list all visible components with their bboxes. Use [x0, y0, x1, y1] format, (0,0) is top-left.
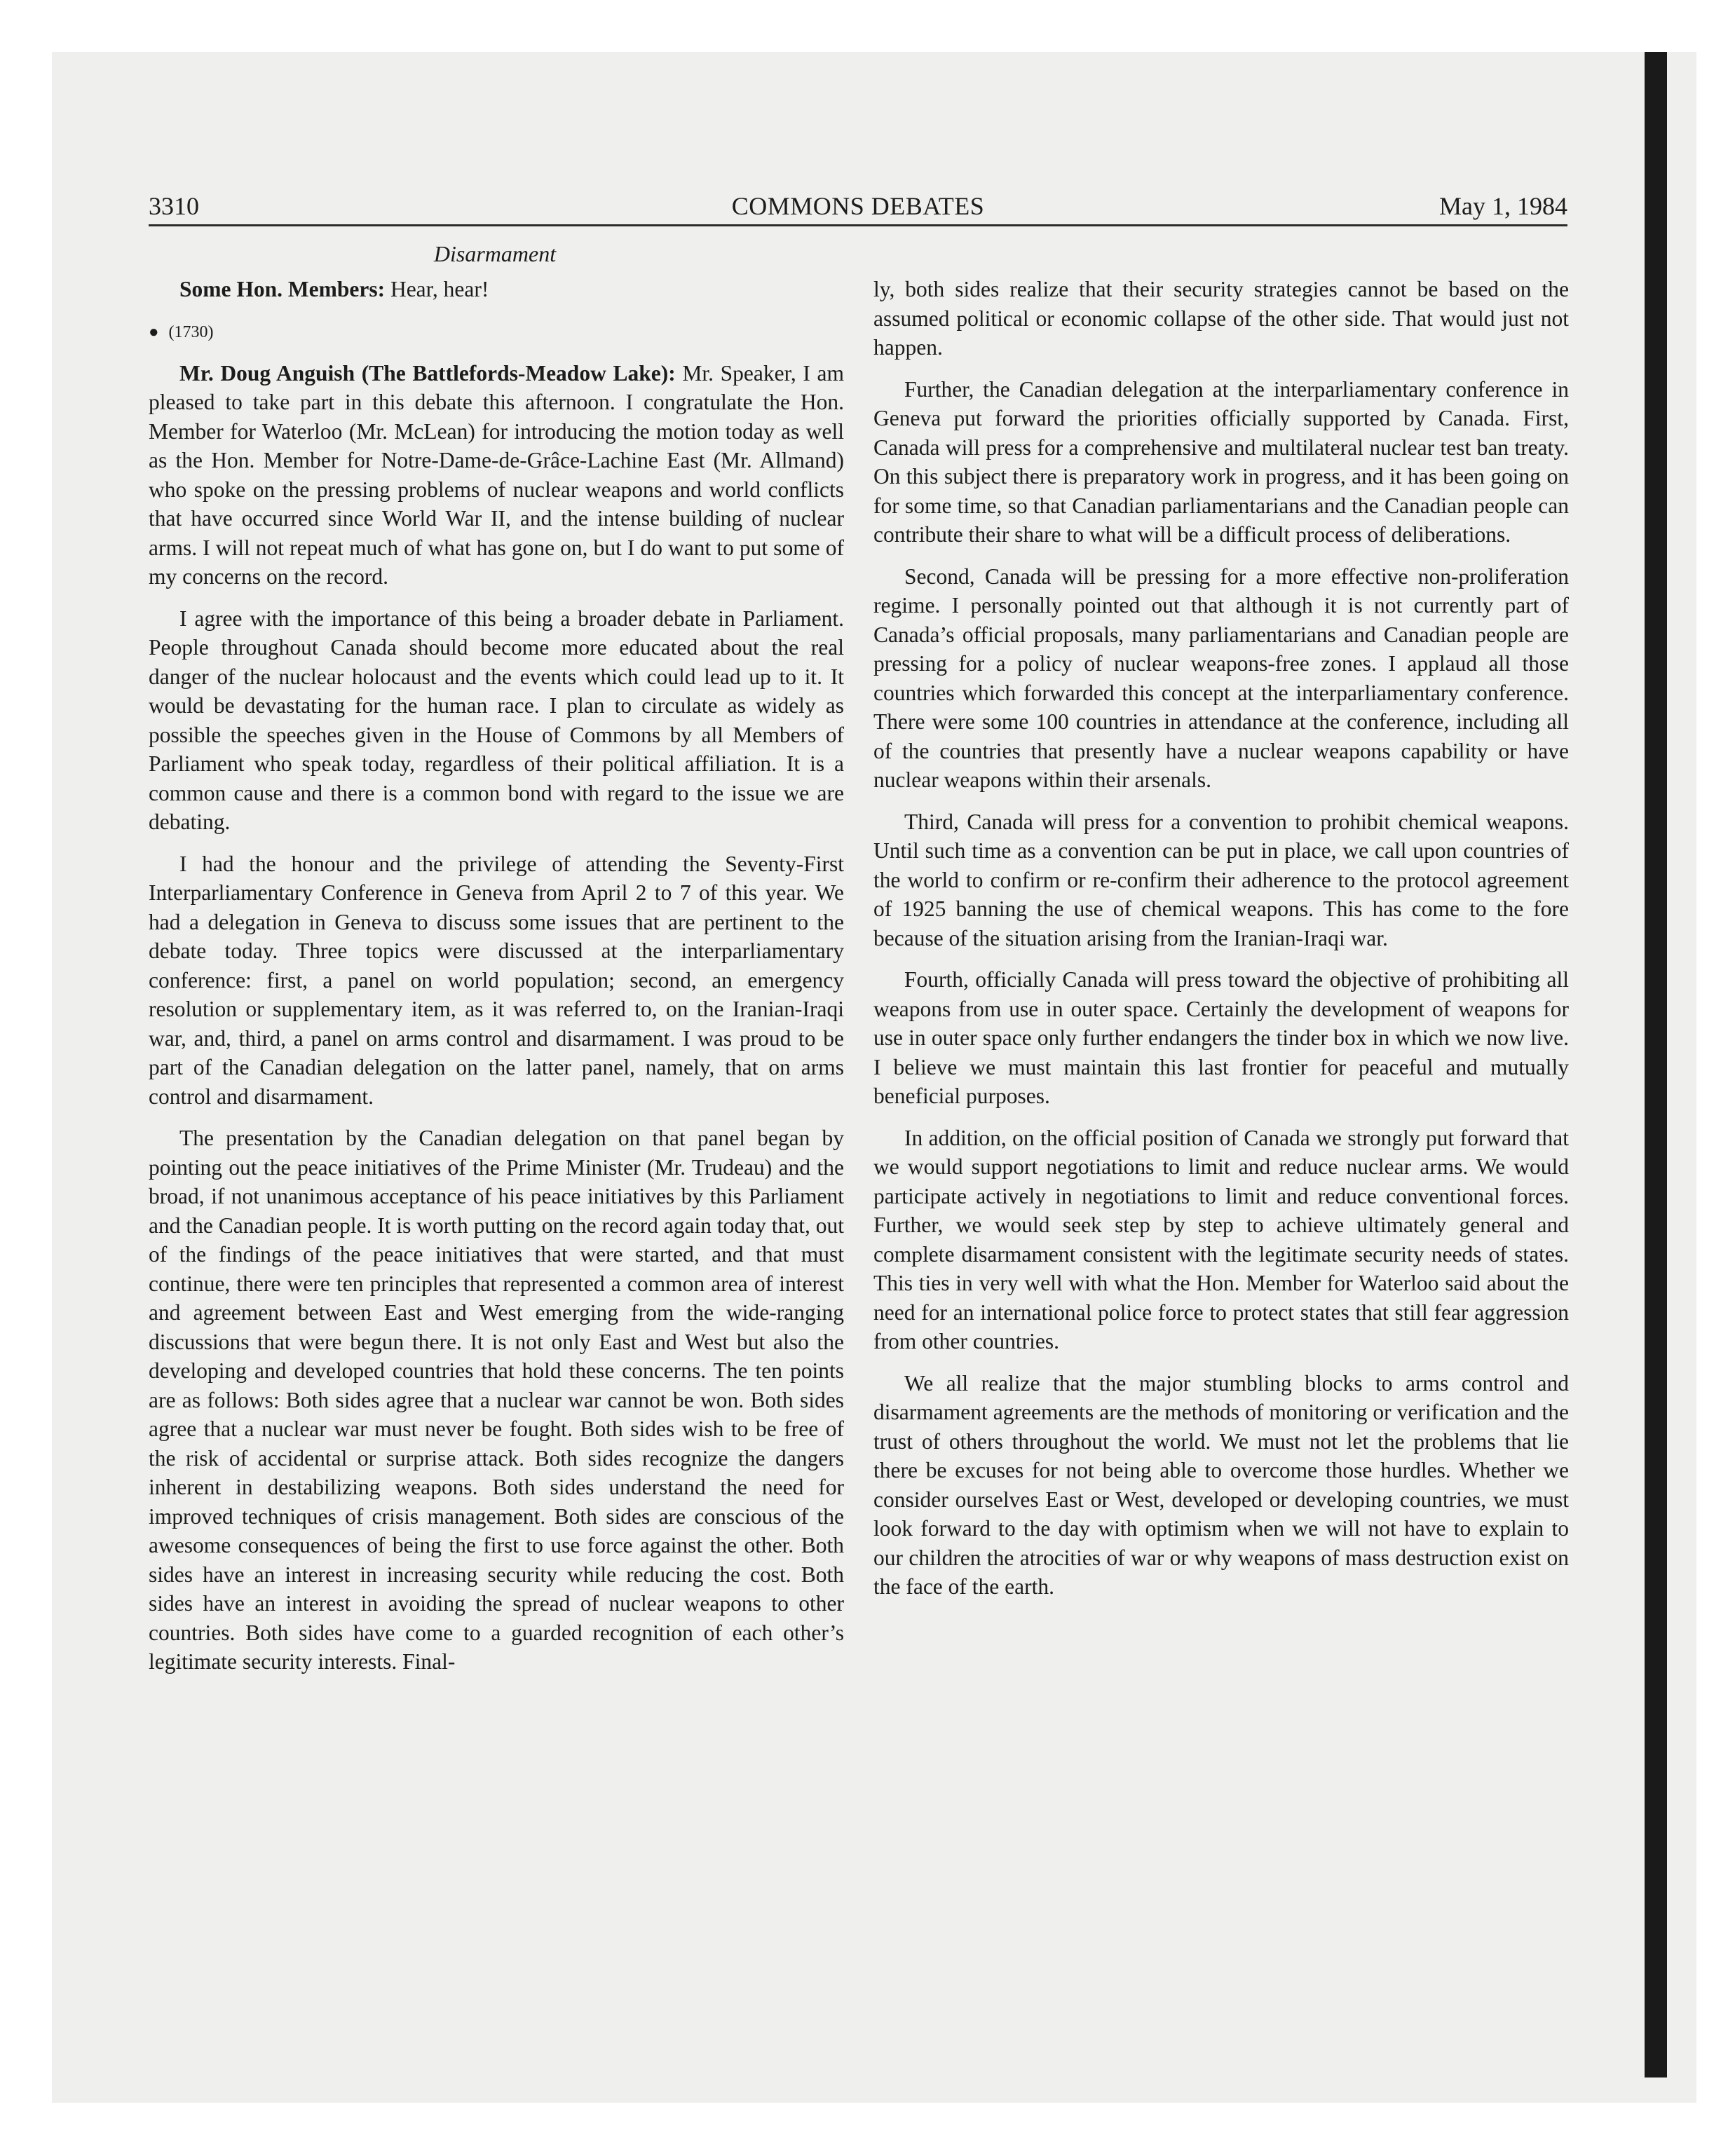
speech-paragraph: I agree with the importance of this being a broader debate in Parliament. People throughout Canada should become more educated about the real danger of the nuclear holocaust and the events which could lead up to it. It would be devastating for the human race. I plan to circulate as widely as possible the speeches given in the House of Commons by all Members of Parliament who speak today, regardless of their political affiliation. It is a common cause and there is a common bond with regard to the issue we are debating. [149, 606, 844, 834]
page-header [149, 188, 1567, 224]
speech-paragraph-continued: ly, both sides realize that their security strategies cannot be based on the assumed political or economic collapse of the other side. That would just not happen. [873, 277, 1569, 360]
speech-paragraph: In addition, on the official position of Canada we strongly put forward that we would support negotiations to limit and reduce nuclear arms. We would participate actively in negotiations to limit and reduce conventional forces. Further, we would seek step by step to achieve ultimately general and complete disarmament consistent with the legitimate security needs of states. This ties in very well with what the Hon. Member for Waterloo said about the need for an international police force to protect states that still fear aggression from other countries. [873, 1125, 1569, 1353]
speech-paragraph: Third, Canada will press for a convention to prohibit chemical weapons. Until such time as a convention can be put in place, we call upon countries of the world to confirm or re-confirm their adherence to the protocol agreement of 1925 banning the use of chemical weapons. This has come to the fore because of the situation arising from the Iranian-Iraqi war. [873, 809, 1569, 950]
speech-paragraph: We all realize that the major stumbling blocks to arms control and disarmament agreements are the methods of monitoring or verification and the trust of others throughout the world. We must not let the problems that lie there be excuses for not being able to overcome those hurdles. Whether we consider ourselves East or West, developed or developing countries, we must look forward to the day with optimism when we will not have to explain to our children the atrocities of war or why weapons of mass destruction exist on the face of the earth. [873, 1370, 1569, 1599]
scan-edge-bar [1645, 52, 1667, 2077]
speech-paragraph: I had the honour and the privilege of attending the Seventy-First Interparliamentary Conference in Geneva from April 2 to 7 of this year. We had a delegation in Geneva to discuss some issues that are pertinent to the debate today. Three topics were discussed at the interparliamentary conference: first, a panel on world population; second, an emergency resolution or supplementary item, as it was referred to, on the Iranian-Iraqi war, and, third, a panel on arms control and disarmament. I was proud to be part of the Canadian delegation on the latter panel, namely, that on arms control and disarmament. [149, 851, 844, 1109]
section-title: Disarmament [433, 241, 557, 266]
bullet-icon: ● [149, 322, 159, 341]
paragraph-text: Mr. Speaker, I am pleased to take part in this debate this afternoon. I congratulate the Hon. Member for Waterloo (Mr. McLean) for introducing the motion today as well as the Hon. Member for Notre-Dame-de-Grâce-Lachine East (Mr. Allmand) who spoke on the pressing problems of nuclear weapons and world conflicts that have occurred since World War II, and the intense building of nuclear arms. I will not repeat much of what has gone on, but I do want to put some of my concerns on the record. [149, 360, 844, 589]
speech-paragraph: The presentation by the Canadian delegation on that panel began by pointing out the peace initiatives of the Prime Minister (Mr. Trudeau) and the broad, if not unanimous acceptance of his peace initiatives by this Parliament and the Canadian people. It is worth putting on the record again today that, out of the findings of the peace initiatives that were started, and that must continue, there were ten principles that represented a common area of interest and agreement between East and West emerging from the wide-ranging discussions that were begun there. It is not only East and West but also the developing and developed countries that hold these concerns. The ten points are as follows: Both sides agree that a nuclear war cannot be won. Both sides agree that a nuclear war must never be fought. Both sides wish to be free of the risk of accidental or surprise attack. Both sides recognize the dangers inherent in destabilizing weapons. Both sides understand the need for improved techniques of crisis management. Both sides are conscious of the awesome consequences of being the first to use force against the other. Both sides have an interest in increasing security while reducing the cost. Both sides have an interest in avoiding the spread of nuclear weapons to other countries. Both sides have come to a guarded recognition of each other’s legitimate security interests. Final- [149, 1126, 844, 1674]
time-marker-text: (1730) [168, 322, 214, 341]
speaker-name: Mr. Doug Anguish (The Battlefords-Meadow Lake): [179, 360, 676, 386]
speech-paragraph: Further, the Canadian delegation at the interparliamentary conference in Geneva put forward the priorities officially supported by Canada. First, Canada will press for a comprehensive and multilateral nuclear test ban treaty. On this subject there is preparatory work in progress, and it has been going on for some time, so that Canadian parliamentarians and the Canadian people can contribute their share to what will be a difficult process of deliberations. [873, 376, 1569, 547]
header-rule [149, 224, 1567, 226]
interjection-text: Hear, hear! [390, 277, 489, 301]
journal-title: COMMONS DEBATES [731, 192, 985, 220]
interjection [149, 275, 844, 304]
speech-paragraph: Fourth, officially Canada will press toward the objective of prohibiting all weapons from use in outer space. Certainly the development of weapons for use in outer space only further endangers the tinder box in which we now live. I believe we must maintain this last frontier for peaceful and mutually beneficial purposes. [873, 967, 1569, 1108]
issue-date: May 1, 1984 [1439, 192, 1567, 220]
speech-paragraph [149, 359, 844, 592]
right-column [873, 275, 1569, 1614]
speech-paragraph: Second, Canada will be pressing for a more effective non-proliferation regime. I personally pointed out that although it is not currently part of Canada’s official proposals, many parliamentarians and Canadian people are pressing for a policy of nuclear weapons-free zones. I applaud all those countries which forwarded this concept at the interparliamentary conference. There were some 100 countries in attendance at the conference, including all of the countries that presently have a nuclear weapons capability or have nuclear weapons within their arsenals. [873, 564, 1569, 792]
interjection-speaker: Some Hon. Members: [179, 277, 386, 301]
time-marker [149, 318, 844, 346]
left-column [149, 275, 844, 1689]
page-number: 3310 [149, 192, 199, 220]
